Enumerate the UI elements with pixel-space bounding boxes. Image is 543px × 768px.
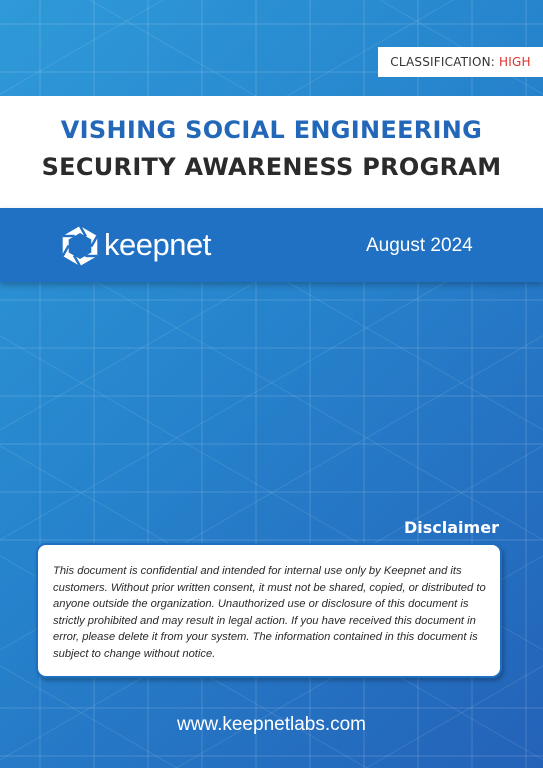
brand-name: keepnet [104,227,211,262]
document-title-line-2: SECURITY AWARENESS PROGRAM [41,153,502,181]
disclaimer-text: This document is confidential and intended for internal use only by Keepnet and its customers. Without prior written consent, it must not be shared, copied, or distributed to anyone outside the organization. Unauthorized use or disclosure of this document is strictly prohibited and may result in legal action. If you have received this document in error, please delete it from your system. The information contained in this document is subject to change without notice. [53,565,486,660]
keepnet-hexagon-logo-icon [58,224,102,268]
document-date: August 2024 [366,235,473,256]
website-url: www.keepnetlabs.com [176,714,367,735]
disclaimer-box [36,543,502,678]
classification-label: CLASSIFICATION: [390,55,496,69]
brand-band [0,208,543,282]
document-title-line-1: VISHING SOCIAL ENGINEERING [60,116,483,144]
disclaimer-heading: Disclaimer [404,518,499,537]
classification-badge [378,47,543,77]
classification-level: HIGH [499,55,531,69]
title-band [0,96,543,208]
